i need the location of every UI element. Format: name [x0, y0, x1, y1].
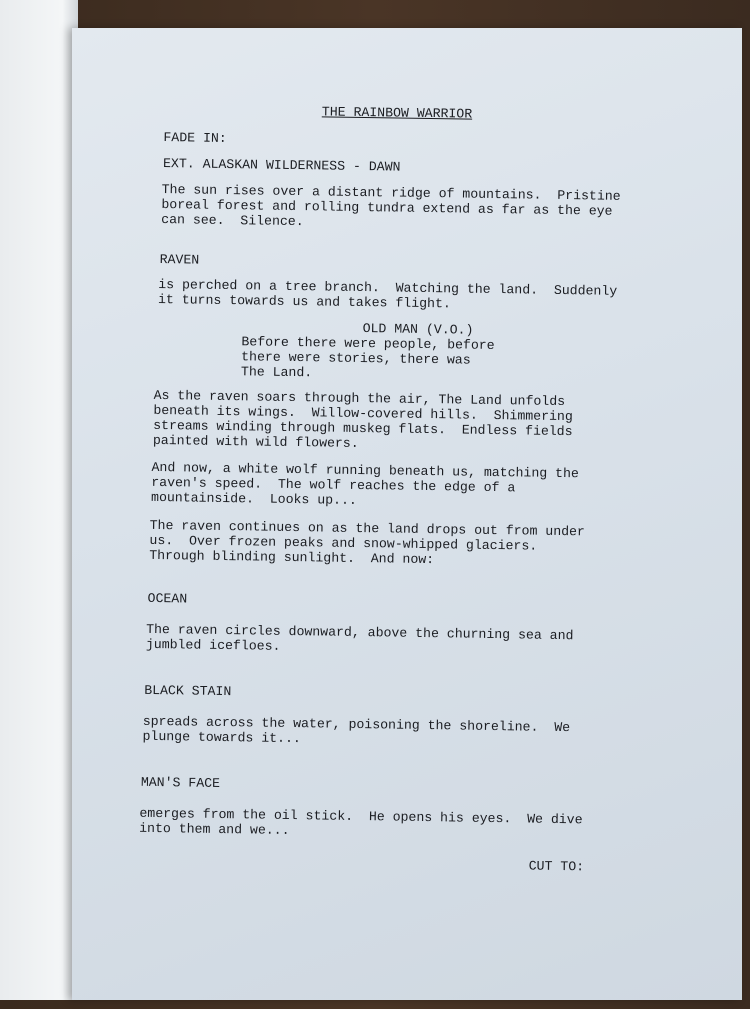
scene-heading: EXT. ALASKAN WILDERNESS - DAWN [162, 156, 401, 175]
shot-heading-mans-face: MAN'S FACE [140, 774, 221, 791]
character-name: OLD MAN (V.O.) [362, 321, 474, 338]
action-paragraph: The raven circles downward, above the churning sea and jumbled icefloes. [145, 621, 574, 654]
shot-heading-ocean: OCEAN [147, 590, 188, 607]
shot-heading-black-stain: BLACK STAIN [144, 682, 232, 700]
action-paragraph: The sun rises over a distant ridge of mountains. Pristine boreal forest and rolling tundra extend as far as the eye can see. Silence. [161, 182, 621, 230]
action-paragraph: emerges from the oil stick. He opens his eyes. We dive into them and we... [139, 805, 583, 839]
action-paragraph: is perched on a tree branch. Watching the land. Suddenly it turns towards us and takes flight. [157, 276, 618, 312]
transition-cut-to: CUT TO: [528, 858, 585, 875]
action-paragraph: The raven continues on as the land drops out from under us. Over frozen peaks and snow-whipped glaciers. Through blinding sunlight. And now: [149, 517, 586, 568]
action-paragraph: And now, a white wolf running beneath us, matching the raven's speed. The wolf reaches the edge of a mountainside. Looks up... [150, 459, 579, 508]
transition-fade-in: FADE IN: [163, 130, 227, 146]
script-title: THE RAINBOW WARRIOR [321, 104, 473, 122]
action-paragraph: spreads across the water, poisoning the shoreline. We plunge towards it... [142, 713, 571, 747]
shot-heading-raven: RAVEN [159, 252, 200, 268]
dialogue: Before there were people, before there were stories, there was The Land. [240, 334, 495, 381]
action-paragraph: As the raven soars through the air, The Land unfolds beneath its wings. Willow-covered hills. Shimmering streams winding through muskeg flats. Endless fields painted with wild flowers. [152, 387, 573, 451]
